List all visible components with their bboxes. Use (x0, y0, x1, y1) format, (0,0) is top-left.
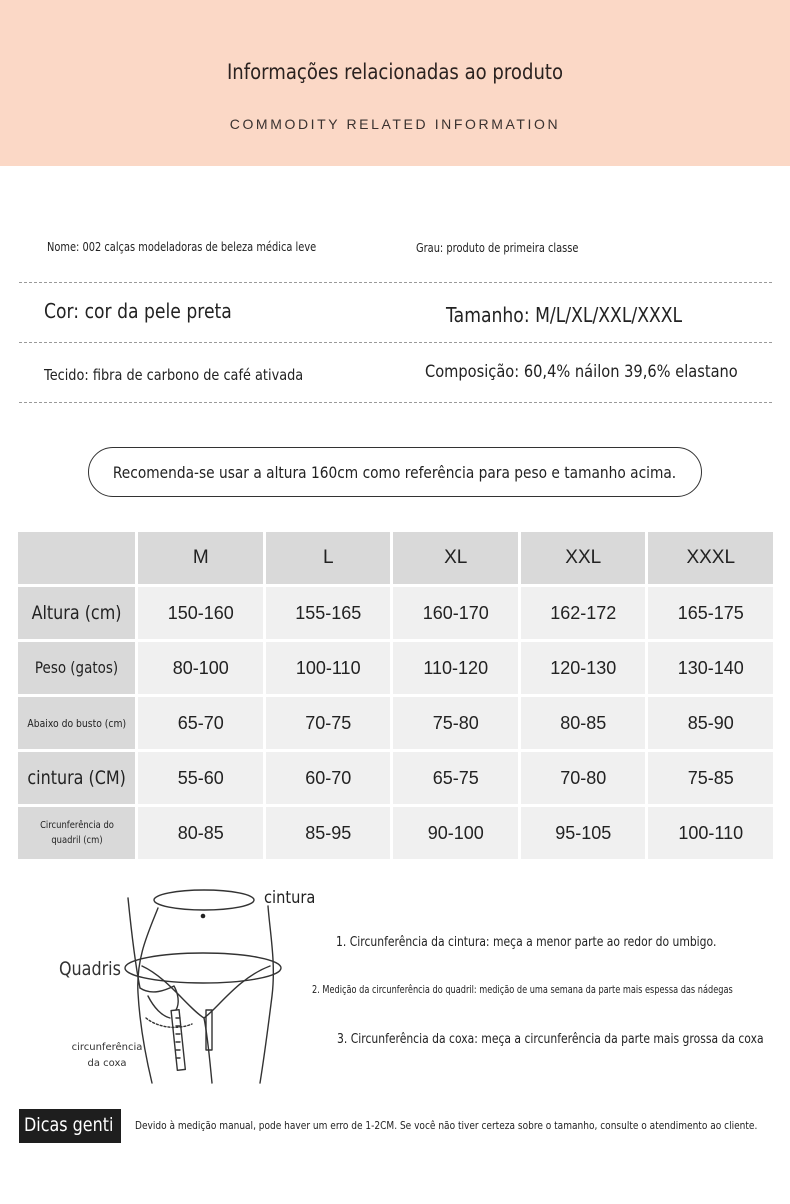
table-cell: 100-110 (266, 642, 391, 694)
table-cell: 75-85 (648, 752, 773, 804)
row-label: Altura (cm) (31, 602, 122, 624)
table-cell: 95-105 (521, 807, 646, 859)
table-cell: 70-75 (266, 697, 391, 749)
table-cell: 165-175 (648, 587, 773, 639)
tips-text: Devido à medição manual, pode haver um erro de 1-2CM. Se você não tiver certeza sobre o tamanho, consulte o atendimento ao cliente. (135, 1119, 758, 1132)
measure-step-waist: 1. Circunferência da cintura: meça a menor parte ao redor do umbigo. (336, 935, 717, 950)
product-grade: Grau: produto de primeira classe (416, 241, 579, 255)
table-header-row (18, 532, 773, 584)
table-row (18, 697, 773, 749)
thigh-label: circunferência da coxa (71, 1042, 143, 1069)
row-label-cell (18, 587, 135, 639)
table-corner-cell (18, 532, 135, 584)
recommendation-note (88, 447, 702, 497)
hips-label: Quadris (59, 958, 121, 980)
table-cell: 80-85 (138, 807, 263, 859)
recommendation-text: Recomenda-se usar a altura 160cm como referência para peso e tamanho acima. (113, 462, 677, 482)
table-cell: 90-100 (393, 807, 518, 859)
product-composition: Composição: 60,4% náilon 39,6% elastano (425, 362, 738, 382)
product-name: Nome: 002 calças modeladoras de beleza médica leve (47, 240, 317, 254)
table-cell: 60-70 (266, 752, 391, 804)
table-cell: 150-160 (138, 587, 263, 639)
table-cell: 75-80 (393, 697, 518, 749)
measure-step-thigh: 3. Circunferência da coxa: meça a circunferência da parte mais grossa da coxa (337, 1032, 764, 1047)
row-label-cell (18, 807, 135, 859)
table-row (18, 587, 773, 639)
table-cell: 162-172 (521, 587, 646, 639)
table-cell: 55-60 (138, 752, 263, 804)
size-chart-table (15, 529, 776, 862)
tips-badge-label: Dicas genti (24, 1114, 114, 1136)
tips-badge (19, 1109, 121, 1143)
header-banner (0, 0, 790, 166)
table-row (18, 642, 773, 694)
page-subtitle: COMMODITY RELATED INFORMATION (229, 116, 561, 132)
table-cell: 70-80 (521, 752, 646, 804)
table-cell: 65-70 (138, 697, 263, 749)
row-label: Peso (gatos) (35, 658, 119, 677)
table-cell: 120-130 (521, 642, 646, 694)
divider (19, 402, 772, 403)
table-cell: 80-100 (138, 642, 263, 694)
column-header: XL (393, 532, 518, 584)
table-cell: 160-170 (393, 587, 518, 639)
product-size: Tamanho: M/L/XL/XXL/XXXL (446, 303, 683, 327)
divider (19, 282, 772, 283)
divider (19, 342, 772, 343)
column-header: XXL (521, 532, 646, 584)
column-header: L (266, 532, 391, 584)
table-cell: 65-75 (393, 752, 518, 804)
row-label: Circunferência do quadril (cm) (39, 820, 114, 846)
table-cell: 130-140 (648, 642, 773, 694)
table-cell: 110-120 (393, 642, 518, 694)
row-label-cell (18, 642, 135, 694)
column-header: M (138, 532, 263, 584)
table-cell: 100-110 (648, 807, 773, 859)
table-cell: 85-90 (648, 697, 773, 749)
product-color: Cor: cor da pele preta (44, 299, 232, 323)
page-title: Informações relacionadas ao produto (226, 60, 564, 84)
row-label: cintura (CM) (27, 767, 126, 789)
row-label: Abaixo do busto (cm) (27, 717, 127, 730)
row-label-cell (18, 752, 135, 804)
product-fabric: Tecido: fibra de carbono de café ativada (44, 366, 304, 384)
measure-step-hip: 2. Medição da circunferência do quadril: medição de uma semana da parte mais espessa das nádegas (312, 984, 733, 996)
table-cell: 80-85 (521, 697, 646, 749)
waist-label: cintura (264, 888, 316, 908)
table-row (18, 752, 773, 804)
column-header: XXXL (648, 532, 773, 584)
table-cell: 155-165 (266, 587, 391, 639)
table-cell: 85-95 (266, 807, 391, 859)
table-row (18, 807, 773, 859)
row-label-cell (18, 697, 135, 749)
navel-dot (201, 914, 206, 919)
